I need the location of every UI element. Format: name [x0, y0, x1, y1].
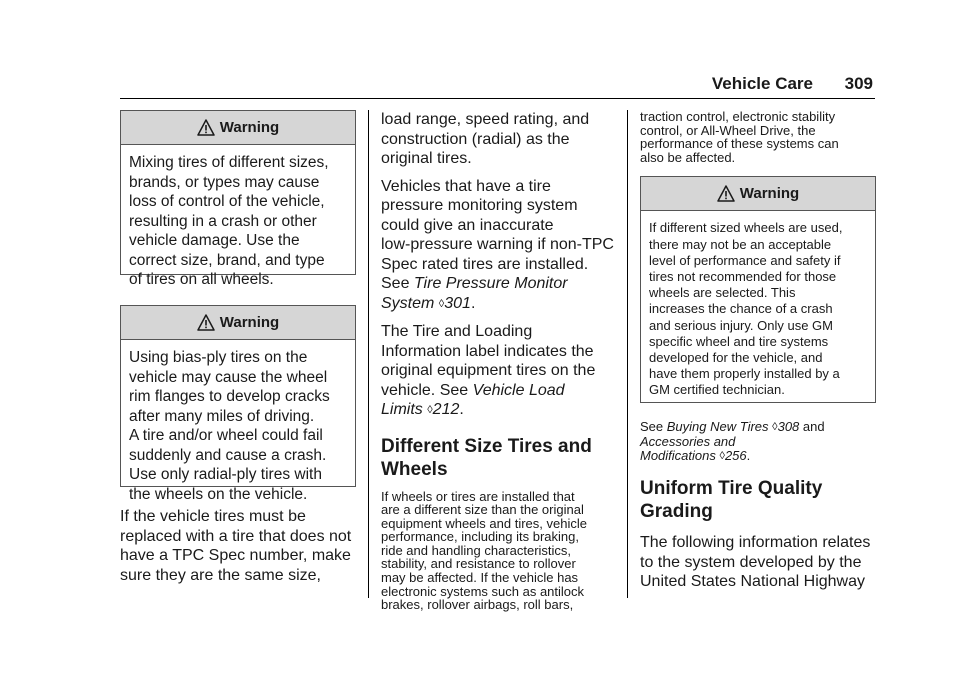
text-line: suddenly and cause a crash. [129, 446, 327, 464]
warning-text [641, 211, 875, 407]
text-line: of tires on all wheels. [129, 271, 274, 288]
text-line: vehicle may cause the wheel [129, 368, 328, 386]
page-reference[interactable]: 308 [777, 419, 800, 435]
text-line: equipment wheels and tires, vehicle [381, 515, 587, 531]
text-line: The following information relates [640, 534, 871, 552]
cross-reference-link[interactable]: Tire Pressure Monitor [413, 275, 568, 292]
text-line: original equipment tires on the [381, 362, 596, 379]
text-line: sure they are the same size, [120, 566, 321, 584]
text-line: developed for the vehicle, and [649, 350, 823, 365]
text-line: after many miles of driving. [129, 407, 315, 425]
text-fragment: and [802, 419, 825, 435]
text-line: loss of control of the vehicle, [129, 193, 325, 210]
text-line: If the vehicle tires must be [120, 508, 306, 525]
warning-title: Warning [219, 314, 280, 331]
column-1 [120, 110, 356, 585]
paragraph [381, 110, 617, 169]
page-ref-icon: ◊ [719, 449, 725, 462]
cross-reference-link[interactable]: Buying New Tires [666, 419, 769, 435]
section-title: Vehicle Care [711, 74, 813, 93]
text-line: Vehicles that have a tire [381, 177, 551, 195]
text-line: traction control, electronic stability [640, 109, 836, 124]
text-line [640, 420, 876, 435]
text-line [381, 381, 617, 401]
paragraph [120, 507, 356, 585]
page-reference[interactable]: 212 [432, 401, 460, 418]
cross-reference-link[interactable]: System [381, 294, 435, 312]
paragraph [628, 420, 876, 463]
text-line: could give an inaccurate [381, 216, 554, 234]
text-line: tires not recommended for those [649, 268, 837, 284]
text-line: the wheels on the vehicle. [129, 485, 308, 503]
text-line: GM certified technician. [649, 382, 785, 398]
section-heading [628, 477, 876, 523]
cross-reference-link[interactable]: Vehicle Load [472, 381, 565, 399]
column-divider [368, 110, 369, 598]
warning-text [121, 340, 355, 512]
text-line: Mixing tires of different sizes, [129, 154, 329, 171]
paragraph [628, 110, 876, 164]
text-line: Modifications ◊256. [640, 447, 751, 463]
text-line: United States National Highway [640, 573, 866, 591]
page-header [120, 68, 875, 99]
text-line: load range, speed rating, and [381, 111, 590, 128]
paragraph [381, 322, 617, 421]
warning-header [121, 111, 355, 145]
warning-text [121, 145, 355, 298]
text-line [381, 274, 617, 294]
text-line: Information label indicates the [381, 342, 594, 360]
text-line: If wheels or tires are installed that [381, 488, 575, 504]
page-reference[interactable]: 301 [444, 294, 471, 312]
text-line: brands, or types may cause [129, 173, 320, 191]
text-line: electronic systems such as antilock [381, 583, 585, 599]
warning-box [640, 176, 876, 403]
text-line: brakes, rollover airbags, roll bars, [381, 597, 574, 613]
text-line: level of performance and safety if [649, 252, 841, 268]
text-line: correct size, brand, and type [129, 251, 325, 269]
cross-reference-link[interactable]: Limits [381, 401, 423, 418]
page-number: 309 [844, 74, 873, 93]
text-line: stability, and resistance to rollover [381, 556, 576, 572]
text-fragment: vehicle. See [381, 381, 469, 399]
section-heading [381, 435, 617, 481]
text-line: and serious injury. Only use GM [649, 317, 833, 333]
text-line: to the system developed by the [640, 553, 862, 571]
warning-icon [197, 119, 215, 136]
text-line: also be affected. [640, 149, 736, 165]
text-line: construction (radial) as the [381, 130, 570, 148]
warning-header [121, 306, 355, 340]
warning-icon [197, 314, 215, 331]
warning-box [120, 110, 356, 288]
text-line: performance of these systems can [640, 136, 839, 152]
text-line: Limits ◊212. [381, 401, 464, 418]
warning-title: Warning [739, 185, 800, 203]
page-ref-icon: ◊ [438, 297, 445, 310]
text-line: increases the chance of a crash [649, 301, 833, 317]
paragraph [381, 177, 617, 315]
text-line: original tires. [381, 150, 472, 167]
text-line: If different sized wheels are used, [649, 220, 843, 236]
column-2 [381, 110, 617, 612]
see-label: See [640, 419, 664, 435]
text-line: ride and handling characteristics, [381, 542, 572, 558]
heading-line: Different Size Tires and [381, 435, 592, 457]
page-ref-icon: ◊ [427, 404, 433, 416]
text-line: low-pressure warning if non-TPC [381, 236, 614, 253]
text-line: have a TPC Spec number, make [120, 547, 351, 564]
text-line: rim flanges to develop cracks [129, 388, 330, 405]
text-line: Using bias-ply tires on the [129, 349, 308, 366]
cross-reference-link[interactable]: Modifications [640, 447, 716, 463]
text-line: The Tire and Loading [381, 323, 533, 340]
paragraph [628, 533, 876, 592]
text-line: specific wheel and tire systems [649, 333, 829, 349]
heading-line: Wheels [381, 458, 448, 480]
text-line: replaced with a tire that does not [120, 527, 352, 545]
heading-line: Uniform Tire Quality [640, 478, 823, 500]
column-3 [628, 110, 876, 592]
text-line: there may not be an acceptable [649, 236, 832, 252]
page-reference[interactable]: 256 [724, 447, 747, 463]
text-line: control, or All-Wheel Drive, the [640, 122, 816, 138]
page-ref-icon: ◊ [772, 421, 778, 434]
text-line: may be affected. If the vehicle has [381, 570, 579, 586]
warning-icon [717, 185, 735, 202]
text-line: resulting in a crash or other [129, 212, 317, 230]
text-line: performance, including its braking, [381, 529, 579, 545]
warning-header [641, 177, 875, 211]
heading-line: Grading [640, 501, 713, 523]
text-line: wheels are selected. This [649, 285, 796, 301]
text-line: are a different size than the original [381, 502, 584, 518]
text-line: Use only radial-ply tires with [129, 466, 322, 483]
text-line: Spec rated tires are installed. [381, 255, 589, 273]
text-line: vehicle damage. Use the [129, 232, 300, 249]
text-line: System ◊301. [381, 294, 476, 312]
paragraph [381, 490, 617, 612]
text-line: have them properly installed by a [649, 366, 840, 382]
text-line: A tire and/or wheel could fail [129, 427, 323, 444]
warning-box [120, 305, 356, 503]
cross-reference-link[interactable]: Accessories and [640, 433, 736, 449]
text-line: pressure monitoring system [381, 197, 578, 214]
warning-title: Warning [219, 119, 280, 136]
see-label: See [381, 275, 410, 292]
